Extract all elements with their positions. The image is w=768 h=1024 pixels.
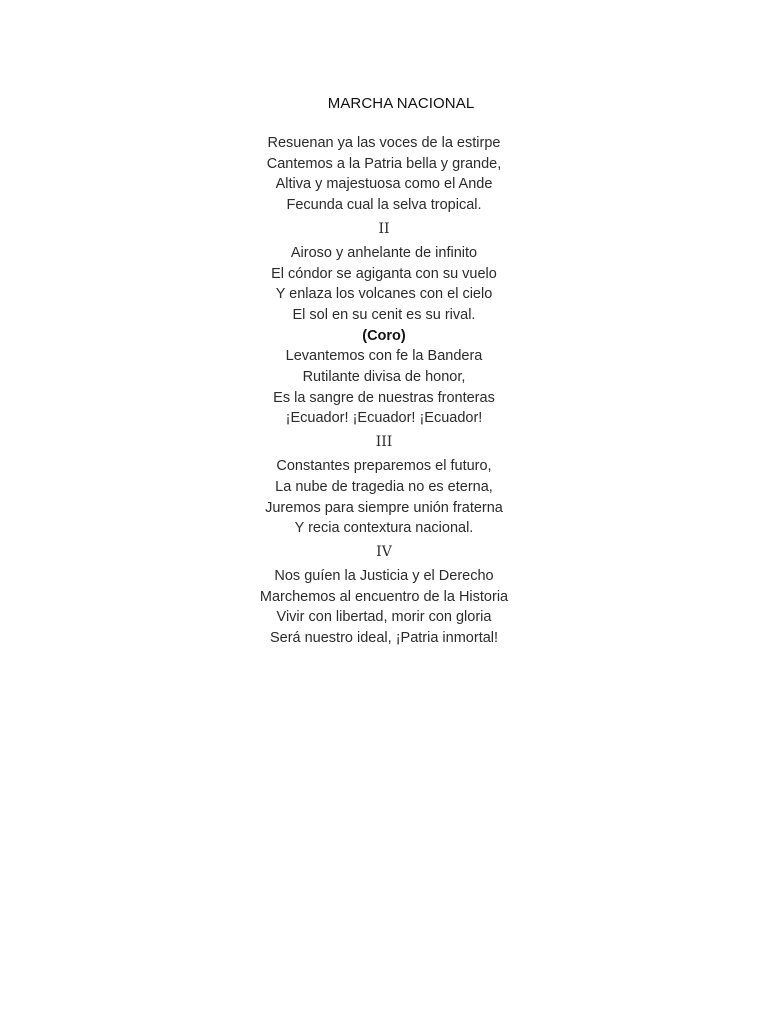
poem-body: [0, 133, 768, 649]
verse-line: Nos guíen la Justicia y el Derecho: [274, 567, 494, 584]
verse-line: Levantemos con fe la Bandera: [285, 348, 483, 365]
stanza-4: [0, 566, 768, 649]
verse-line: Constantes preparemos el futuro,: [276, 458, 492, 475]
verse-line: Juremos para siempre unión fraterna: [265, 499, 503, 516]
verse-line: El sol en su cenit es su rival.: [292, 306, 476, 323]
stanza-1: [0, 133, 768, 216]
verse-line: Cantemos a la Patria bella y grande,: [266, 155, 502, 172]
verse-line: La nube de tragedia no es eterna,: [275, 478, 493, 495]
page-title: MARCHA NACIONAL: [327, 95, 475, 112]
stanza-3: [0, 456, 768, 539]
verse-line: Y recia contextura nacional.: [294, 520, 474, 537]
verse-line: Vivir con libertad, morir con gloria: [276, 609, 492, 626]
verse-line: Fecunda cual la selva tropical.: [286, 197, 482, 214]
chorus: [0, 346, 768, 429]
verse-line: Airoso y anhelante de infinito: [290, 244, 478, 261]
verse-line: Altiva y majestuosa como el Ande: [275, 176, 493, 193]
verse-line: El cóndor se agiganta con su vuelo: [271, 265, 497, 282]
stanza-numeral-iv: IV: [376, 543, 392, 560]
verse-line: Y enlaza los volcanes con el cielo: [275, 286, 493, 303]
verse-line: Rutilante divisa de honor,: [302, 369, 466, 386]
stanza-numeral-iii: III: [375, 434, 393, 451]
verse-line: Es la sangre de nuestras fronteras: [273, 389, 495, 406]
verse-line: Será nuestro ideal, ¡Patria inmortal!: [269, 630, 499, 647]
verse-line: Marchemos al encuentro de la Historia: [259, 588, 509, 605]
stanza-numeral-ii: II: [378, 220, 390, 237]
verse-line: Resuenan ya las voces de la estirpe: [267, 135, 501, 151]
chorus-label: (Coro): [362, 327, 406, 344]
stanza-2: [0, 243, 768, 326]
verse-line: ¡Ecuador! ¡Ecuador! ¡Ecuador!: [285, 410, 483, 427]
